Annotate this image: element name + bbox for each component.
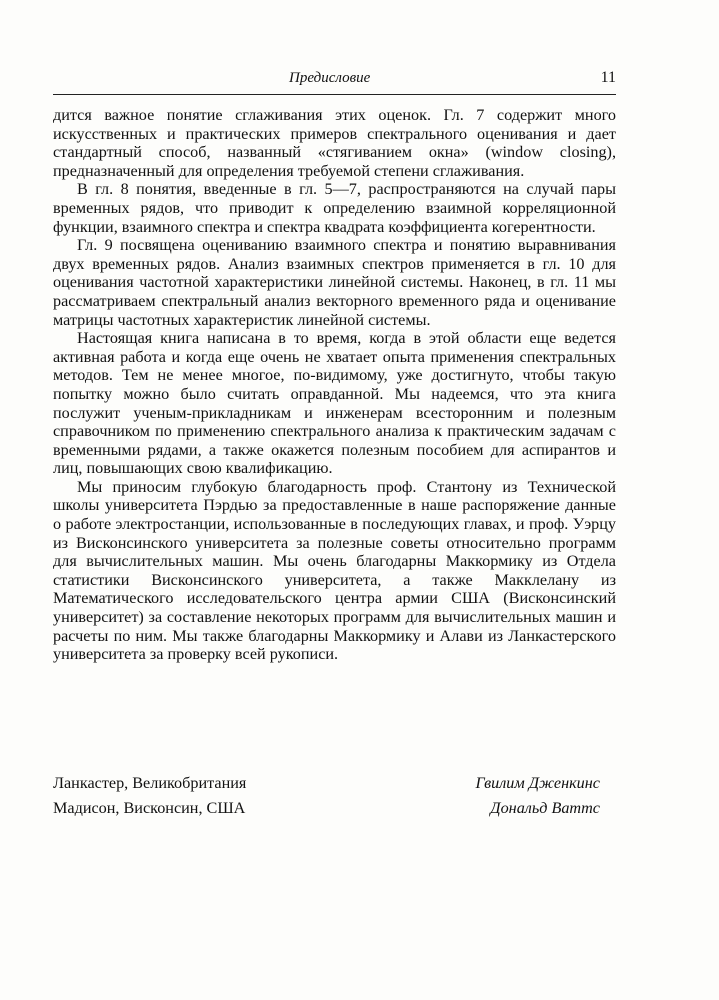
page-number: 11 — [600, 69, 616, 86]
header-rule — [53, 94, 616, 95]
signature-author-2: Дональд Ваттс — [490, 799, 600, 817]
paragraph-book-purpose: Настоящая книга написана в то время, когда в этой области еще ведется активная работа и когда еще очень не хватает опыта применения спектральных методов. Тем не менее многое, по-видимому, уже достигнуто, чтобы такую попытку можно было считать оправданной. Мы надеемся, что эта книга послужит ученым-прикладникам и инженерам всесторонним и полезным справочником по применению спектрального анализа к практическим задачам с временными рядами, а также окажется полезным пособием для аспирантов и лиц, повышающих свою квалификацию. — [53, 329, 616, 478]
paragraph-chapter-9: Гл. 9 посвящена оцениванию взаимного спектра и понятию выравнивания двух временных рядов. Анализ взаимных спектров применяется в гл. 10 для оценивания частотной характеристики линейной системы. Наконец, в гл. 11 мы рассматриваем спектральный анализ векторного временного ряда и оценивание матрицы частотных характеристик линейной системы. — [53, 236, 616, 329]
signature-row-2 — [53, 799, 616, 819]
signature-author-1: Гвилим Дженкинс — [475, 774, 600, 792]
signature-row-1 — [53, 774, 616, 794]
running-title: Предисловие — [289, 70, 371, 86]
paragraph-continuation: дится важное понятие сглаживания этих оценок. Гл. 7 содержит много искусственных и практических примеров спектрального оценивания и дает стандартный способ, названный «стягиванием окна» (window closing), предназначенный для определения требуемой степени сглаживания. — [53, 106, 616, 180]
signature-place-2: Мадисон, Висконсин, США — [53, 799, 246, 817]
signature-place-1: Ланкастер, Великобритания — [53, 774, 247, 792]
paragraph-acknowledgements: Мы приносим глубокую благодарность проф. Стантону из Технической школы университета Пэрдью за предоставленные в наше распоряжение данные о работе электростанции, использованные в последующих главах, и проф. Уэрцу из Висконсинского университета за полезные советы относительно программ для вычислительных машин. Мы очень благодарны Маккормику из Отдела статистики Висконсинского университета, а также Макклелану из Математического исследовательского центра армии США (Висконсинский университет) за составление некоторых программ для вычислительных машин и расчеты по ним. Мы также благодарны Маккормику и Алави из Ланкастерского университета за проверку всей рукописи. — [53, 477, 616, 664]
body-text — [53, 106, 616, 664]
paragraph-chapter-8: В гл. 8 понятия, введенные в гл. 5—7, распространяются на случай пары временных рядов, что приводит к определению взаимной корреляционной функции, взаимного спектра и спектра квадрата коэффициента когерентности. — [53, 180, 616, 236]
running-header — [53, 70, 616, 96]
